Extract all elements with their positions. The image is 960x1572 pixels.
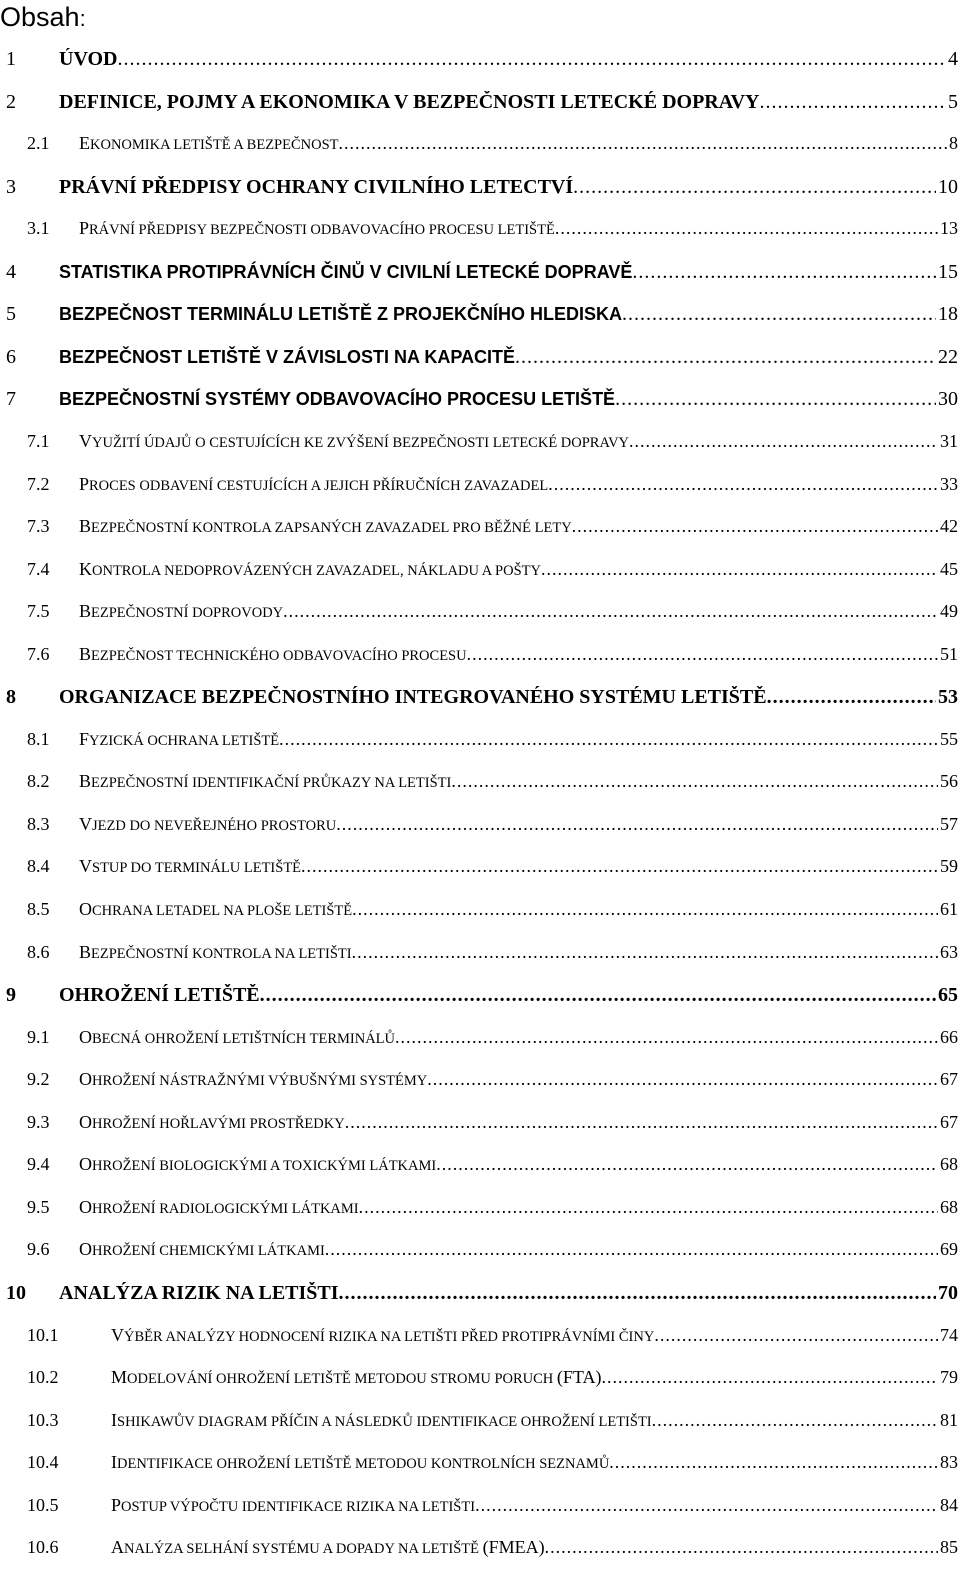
toc-entry-label-rest: CHRANA LETADEL NA PLOŠE LETIŠTĚ xyxy=(92,903,353,919)
toc-entry-label: DEFINICE, POJMY A EKONOMIKA V BEZPEČNOSTI LETECKÉ DOPRAVY xyxy=(59,90,760,113)
toc-entry-label-rest: KONOMIKA LETIŠTĚ A BEZPEČNOST xyxy=(90,137,339,154)
toc-entry-label-initial: B xyxy=(79,601,92,622)
toc-entry-label-rest: OSTUP VÝPOČTU IDENTIFIKACE RIZIKA NA LETIŠTI xyxy=(121,1498,476,1515)
toc-entry-page: 30 xyxy=(938,388,958,411)
toc-entry-page: 84 xyxy=(940,1494,958,1515)
toc-entry[interactable] xyxy=(6,48,958,78)
toc-entry-page: 49 xyxy=(940,601,958,622)
toc-entry[interactable] xyxy=(6,516,958,546)
toc-entry-label-rest: EZPEČNOSTNÍ KONTROLA NA LETIŠTI xyxy=(91,945,352,962)
toc-entry-leader-dots xyxy=(336,814,938,835)
toc-entry-label xyxy=(79,814,336,835)
toc-entry-leader-dots xyxy=(345,1112,938,1133)
toc-entry-label xyxy=(79,899,352,920)
toc-entry-leader-dots xyxy=(467,644,938,665)
toc-entry-label xyxy=(79,431,629,452)
toc-entry-number: 9.5 xyxy=(27,1196,50,1217)
page-title xyxy=(0,0,86,36)
toc-entry-page: 13 xyxy=(940,218,958,239)
toc-entry-number: 10.1 xyxy=(27,1324,59,1345)
toc-entry[interactable] xyxy=(6,729,958,759)
toc-entry-label-initial: B xyxy=(79,941,92,962)
toc-entry-label-initial: O xyxy=(79,1069,92,1090)
toc-entry-label-rest: EZPEČNOSTNÍ KONTROLA ZAPSANÝCH ZAVAZADEL PRO BĚŽNÉ LETY xyxy=(91,520,572,536)
toc-entry-label-initial: I xyxy=(111,1452,117,1473)
toc-entry[interactable] xyxy=(6,133,958,163)
toc-entry-leader-dots xyxy=(609,1452,938,1473)
toc-entry-number: 3 xyxy=(6,175,16,198)
toc-entry-number: 8.4 xyxy=(27,856,50,877)
toc-entry-label xyxy=(111,1367,601,1388)
toc-entry[interactable] xyxy=(6,1367,958,1397)
toc-entry[interactable] xyxy=(6,1112,958,1142)
toc-entry[interactable] xyxy=(6,346,958,376)
toc-entry-label-initial: A xyxy=(111,1537,124,1558)
toc-entry-number: 10.2 xyxy=(27,1367,59,1387)
toc-entry-label xyxy=(79,1069,427,1090)
toc-entry-page: 63 xyxy=(940,941,958,962)
toc-entry-label-initial: V xyxy=(79,430,92,451)
toc-entry-number: 9.1 xyxy=(27,1026,50,1047)
toc-entry-leader-dots xyxy=(601,1367,938,1388)
toc-entry-label-rest: ÝBĚR ANALÝZY HODNOCENÍ RIZIKA NA LETIŠTI PŘED PROTIPRÁVNÍMI ČINY xyxy=(124,1328,655,1345)
toc-entry-label-rest: JEZD DO NEVEŘEJNÉHO PROSTORU xyxy=(92,817,337,834)
toc-entry-leader-dots xyxy=(118,48,947,71)
toc-entry[interactable] xyxy=(6,601,958,631)
toc-entry-number: 2.1 xyxy=(27,133,50,154)
toc-entry-label-rest: DENTIFIKACE OHROŽENÍ LETIŠTĚ METODOU KONTROLNÍCH SEZNAMŮ xyxy=(117,1456,610,1473)
toc-entry-label-rest: EZPEČNOSTNÍ DOPROVODY xyxy=(91,605,284,622)
toc-entry[interactable] xyxy=(6,1239,958,1269)
toc-entry[interactable] xyxy=(6,942,958,972)
toc-entry-number: 5 xyxy=(6,303,16,326)
toc-entry-page: 8 xyxy=(949,133,958,154)
toc-entry-number: 8 xyxy=(6,686,16,709)
toc-entry-label-initial: O xyxy=(79,1111,92,1132)
toc-entry-label xyxy=(79,771,451,792)
toc-entry-label-initial: B xyxy=(79,516,92,536)
toc-entry-page: 53 xyxy=(938,686,958,709)
toc-entry-number: 9.6 xyxy=(27,1239,50,1260)
toc-entry-label: OHROŽENÍ LETIŠTĚ xyxy=(59,984,260,1007)
toc-entry-label-rest: ONTROLA NEDOPROVÁZENÝCH ZAVAZADEL, NÁKLADU A POŠTY xyxy=(92,562,541,579)
toc-entry-label xyxy=(111,1452,609,1473)
toc-entry-leader-dots xyxy=(515,346,936,369)
toc-entry-leader-dots xyxy=(654,1325,938,1346)
toc-entry-label xyxy=(79,1112,345,1133)
toc-entry[interactable] xyxy=(6,1154,958,1184)
toc-entry-label-initial: B xyxy=(79,643,92,664)
toc-entry-label xyxy=(79,644,467,665)
toc-entry-number: 10.6 xyxy=(27,1537,59,1558)
toc-entry-leader-dots xyxy=(359,1197,938,1218)
toc-entry-page: 68 xyxy=(940,1154,958,1175)
toc-entry-leader-dots xyxy=(260,984,936,1007)
toc-entry-leader-dots xyxy=(352,899,938,920)
toc-entry-label-rest: YUŽITÍ ÚDAJŮ O CESTUJÍCÍCH KE ZVÝŠENÍ BEZPEČNOSTI LETECKÉ DOPRAVY xyxy=(92,434,630,451)
toc-entry[interactable] xyxy=(6,1027,958,1057)
toc-entry-page: 59 xyxy=(940,856,958,877)
toc-entry-page: 69 xyxy=(940,1239,958,1260)
toc-entry-label xyxy=(79,1154,436,1175)
toc-entry-page: 61 xyxy=(940,899,958,919)
toc-entry-number: 8.2 xyxy=(27,771,50,792)
toc-entry-number: 8.5 xyxy=(27,899,50,919)
toc-entry-label: STATISTIKA PROTIPRÁVNÍCH ČINŮ V CIVILNÍ LETECKÉ DOPRAVĚ xyxy=(59,261,633,282)
toc-entry-leader-dots xyxy=(622,303,936,326)
toc-entry-label-rest: HROŽENÍ HOŘLAVÝMI PROSTŘEDKY xyxy=(92,1115,345,1132)
toc-entry-page: 5 xyxy=(948,90,958,113)
toc-entry-number: 2 xyxy=(6,90,16,113)
toc-entry-leader-dots xyxy=(352,942,938,963)
toc-entry-label xyxy=(79,942,352,963)
toc-entry[interactable] xyxy=(6,856,958,886)
toc-entry-page: 67 xyxy=(940,1111,958,1132)
toc-entry-leader-dots xyxy=(279,729,938,750)
toc-entry-label-rest: STUP DO TERMINÁLU LETIŠTĚ xyxy=(92,860,302,877)
toc-entry-label-initial: O xyxy=(79,1239,92,1260)
toc-entry-label xyxy=(79,133,339,154)
toc-entry-page: 79 xyxy=(940,1367,958,1387)
toc-entry-label-initial: K xyxy=(79,558,92,579)
toc-entry-label-tail: (FMEA) xyxy=(482,1537,545,1558)
toc-entry-page: 70 xyxy=(938,1281,958,1304)
toc-entry-leader-dots xyxy=(760,91,947,114)
toc-entry-page: 22 xyxy=(938,345,958,368)
toc-entry-label-tail: (FTA) xyxy=(556,1367,602,1387)
toc-entry[interactable] xyxy=(6,771,958,801)
toc-entry[interactable] xyxy=(6,559,958,589)
toc-entry-label xyxy=(79,516,572,537)
toc-entry-leader-dots xyxy=(301,856,938,877)
toc-entry-leader-dots xyxy=(555,218,938,239)
title-colon: : xyxy=(79,6,86,31)
toc-entry-page: 42 xyxy=(940,516,958,536)
toc-entry-page: 68 xyxy=(940,1196,958,1217)
toc-entry-number: 7.6 xyxy=(27,643,50,664)
toc-entry-leader-dots xyxy=(615,388,936,411)
toc-entry[interactable] xyxy=(6,1325,958,1355)
toc-entry[interactable] xyxy=(6,984,958,1014)
toc-entry-page: 15 xyxy=(938,260,958,283)
toc-entry-label-initial: M xyxy=(111,1367,128,1387)
toc-entry-label-rest: EZPEČNOSTNÍ IDENTIFIKAČNÍ PRŮKAZY NA LETIŠTI xyxy=(91,775,452,792)
toc-entry-label-initial: O xyxy=(79,1026,92,1047)
toc-entry-number: 1 xyxy=(6,48,16,70)
toc-entry-label-initial: O xyxy=(79,899,92,919)
toc-entry-label-initial: V xyxy=(79,813,92,834)
toc-entry-label-initial: F xyxy=(79,728,90,749)
toc-entry-number: 8.6 xyxy=(27,941,50,962)
toc-entry-page: 57 xyxy=(940,813,958,834)
toc-entry-label xyxy=(79,218,555,239)
toc-entry-label xyxy=(79,1197,359,1218)
toc-entry-label-rest: ROCES ODBAVENÍ CESTUJÍCÍCH A JEJICH PŘÍRUČNÍCH ZAVAZADEL xyxy=(89,477,549,494)
toc-entry-label xyxy=(111,1495,475,1516)
toc-entry-leader-dots xyxy=(652,1410,938,1431)
toc-entry-label-rest: RÁVNÍ PŘEDPISY BEZPEČNOSTI ODBAVOVACÍHO PROCESU LETIŠTĚ xyxy=(89,222,555,239)
toc-entry[interactable] xyxy=(6,1069,958,1099)
toc-entry-number: 7 xyxy=(6,388,16,411)
toc-entry-page: 4 xyxy=(948,48,958,70)
toc-entry-label-initial: V xyxy=(111,1324,124,1345)
toc-entry[interactable] xyxy=(6,474,958,504)
toc-entry-label-rest: BECNÁ OHROŽENÍ LETIŠTNÍCH TERMINÁLŮ xyxy=(92,1030,395,1047)
toc-entry-label xyxy=(79,1027,395,1048)
toc-entry-label xyxy=(79,601,283,622)
toc-entry-page: 33 xyxy=(940,473,958,494)
toc-entry-label xyxy=(79,729,279,750)
toc-entry-label xyxy=(111,1537,545,1558)
toc-entry-label-initial: V xyxy=(79,856,92,877)
toc-entry-page: 10 xyxy=(938,175,958,198)
toc-entry-page: 31 xyxy=(940,430,958,451)
toc-entry[interactable] xyxy=(6,388,958,418)
toc-entry[interactable] xyxy=(6,1537,958,1567)
toc-entry-leader-dots xyxy=(339,1282,936,1305)
toc-entry[interactable] xyxy=(6,176,958,206)
toc-entry-label-rest: SHIKAWŮV DIAGRAM PŘÍČIN A NÁSLEDKŮ IDENTIFIKACE OHROŽENÍ LETIŠTI xyxy=(117,1413,652,1430)
toc-entry-label-initial: P xyxy=(79,218,90,239)
toc-entry-page: 56 xyxy=(940,771,958,792)
toc-entry-number: 9.2 xyxy=(27,1069,50,1090)
toc-entry[interactable] xyxy=(6,644,958,674)
toc-entry-number: 4 xyxy=(6,260,16,283)
toc-entry-leader-dots xyxy=(629,431,938,452)
toc-entry-page: 65 xyxy=(938,984,958,1007)
toc-entry-label xyxy=(79,1239,325,1260)
toc-entry-leader-dots xyxy=(632,261,936,284)
toc-entry-number: 9.3 xyxy=(27,1111,50,1132)
toc-entry-leader-dots xyxy=(545,1537,938,1558)
toc-entry[interactable] xyxy=(6,1410,958,1440)
toc-entry-page: 66 xyxy=(940,1026,958,1047)
toc-entry-label-initial: I xyxy=(111,1409,117,1430)
toc-entry-label-initial: P xyxy=(79,473,90,494)
toc-entry-label: ORGANIZACE BEZPEČNOSTNÍHO INTEGROVANÉHO SYSTÉMU LETIŠTĚ xyxy=(59,686,767,709)
toc-entry-number: 7.2 xyxy=(27,473,50,494)
toc-entry-label-initial: O xyxy=(79,1154,92,1175)
toc-entry-number: 7.5 xyxy=(27,601,50,622)
toc-entry-number: 10 xyxy=(6,1281,26,1304)
toc-entry-page: 51 xyxy=(940,643,958,664)
toc-entry-number: 3.1 xyxy=(27,218,50,239)
toc-entry-label xyxy=(79,474,548,495)
toc-entry-label: ÚVOD xyxy=(59,48,118,70)
toc-entry-label-initial: B xyxy=(79,771,92,792)
toc-entry-number: 10.5 xyxy=(27,1494,59,1515)
toc-entry-leader-dots xyxy=(427,1069,938,1090)
toc-entry-leader-dots xyxy=(395,1027,938,1048)
toc-entry-page: 67 xyxy=(940,1069,958,1090)
toc-entry[interactable] xyxy=(6,686,958,716)
toc-entry-label-rest: HROŽENÍ NÁSTRAŽNÝMI VÝBUŠNÝMI SYSTÉMY xyxy=(92,1073,428,1090)
toc-entry-leader-dots xyxy=(283,601,938,622)
toc-entry-number: 7.3 xyxy=(27,516,50,536)
toc-entry[interactable] xyxy=(6,261,958,291)
toc-entry[interactable] xyxy=(6,91,958,121)
toc-entry-label: BEZPEČNOST LETIŠTĚ V ZÁVISLOSTI NA KAPACITĚ xyxy=(59,346,516,367)
toc-entry[interactable] xyxy=(6,1495,958,1525)
toc-entry-number: 10.3 xyxy=(27,1409,59,1430)
toc-entry-label: BEZPEČNOST TERMINÁLU LETIŠTĚ Z PROJEKČNÍHO HLEDISKA xyxy=(59,304,623,325)
toc-entry[interactable] xyxy=(6,899,958,929)
toc-entry-leader-dots xyxy=(475,1495,938,1516)
toc-entry-page: 81 xyxy=(940,1409,958,1430)
toc-entry-number: 7.4 xyxy=(27,558,50,579)
toc-entry[interactable] xyxy=(6,218,958,248)
toc-entry-page: 45 xyxy=(940,558,958,579)
toc-entry-label: ANALÝZA RIZIK NA LETIŠTI xyxy=(59,1281,339,1304)
toc-entry-number: 8.3 xyxy=(27,813,50,834)
toc-entry-label-initial: E xyxy=(79,133,90,154)
toc-entry-page: 74 xyxy=(940,1324,958,1345)
toc-entry-label: BEZPEČNOSTNÍ SYSTÉMY ODBAVOVACÍHO PROCESU LETIŠTĚ xyxy=(59,389,616,410)
toc-entry[interactable] xyxy=(6,1452,958,1482)
toc-entry-label xyxy=(79,856,301,877)
toc-entry-leader-dots xyxy=(451,771,938,792)
toc-entry-leader-dots xyxy=(572,516,938,537)
title-text: Obsah xyxy=(0,2,80,32)
toc-entry-label-rest: ODELOVÁNÍ OHROŽENÍ LETIŠTĚ METODOU STROMU PORUCH xyxy=(127,1371,557,1387)
toc-entry-label-rest: YZICKÁ OCHRANA LETIŠTĚ xyxy=(89,732,280,749)
toc-entry-label-rest: HROŽENÍ RADIOLOGICKÝMI LÁTKAMI xyxy=(92,1200,359,1217)
toc-entry-label: PRÁVNÍ PŘEDPISY OCHRANY CIVILNÍHO LETECTVÍ xyxy=(59,175,574,198)
toc-entry-leader-dots xyxy=(339,133,947,154)
toc-entry-page: 55 xyxy=(940,728,958,749)
toc-entry-label-initial: O xyxy=(79,1196,92,1217)
toc-entry-page: 18 xyxy=(938,303,958,326)
toc-entry[interactable] xyxy=(6,1197,958,1227)
toc-entry-page: 83 xyxy=(940,1452,958,1473)
toc-entry[interactable] xyxy=(6,303,958,333)
toc-entry-leader-dots xyxy=(767,686,936,709)
toc-entry-number: 9 xyxy=(6,984,16,1007)
toc-entry[interactable] xyxy=(6,1282,958,1312)
toc-entry-label xyxy=(111,1410,652,1431)
toc-entry-leader-dots xyxy=(573,176,936,199)
toc-entry-number: 7.1 xyxy=(27,430,50,451)
toc-entry[interactable] xyxy=(6,814,958,844)
toc-entry-label xyxy=(79,559,541,580)
toc-entry-label-rest: NALÝZA SELHÁNÍ SYSTÉMU A DOPADY NA LETIŠTĚ xyxy=(124,1541,483,1558)
toc-entry-leader-dots xyxy=(325,1239,938,1260)
toc-entry-leader-dots xyxy=(548,474,938,495)
toc-entry-number: 10.4 xyxy=(27,1452,59,1473)
toc-entry-label-rest: HROŽENÍ CHEMICKÝMI LÁTKAMI xyxy=(92,1243,325,1260)
toc-entry-leader-dots xyxy=(541,559,938,580)
toc-entry-label-rest: HROŽENÍ BIOLOGICKÝMI A TOXICKÝMI LÁTKAMI xyxy=(92,1158,437,1175)
toc-entry-label-rest: EZPEČNOST TECHNICKÉHO ODBAVOVACÍHO PROCESU xyxy=(91,647,467,664)
toc-entry-label xyxy=(111,1325,654,1346)
toc-entry-number: 8.1 xyxy=(27,728,50,749)
toc-entry-number: 9.4 xyxy=(27,1154,50,1175)
toc-entry[interactable] xyxy=(6,431,958,461)
toc-entry-page: 85 xyxy=(940,1537,958,1558)
toc-entry-label-initial: P xyxy=(111,1494,122,1515)
toc-entry-leader-dots xyxy=(436,1154,938,1175)
toc-entry-number: 6 xyxy=(6,345,16,368)
